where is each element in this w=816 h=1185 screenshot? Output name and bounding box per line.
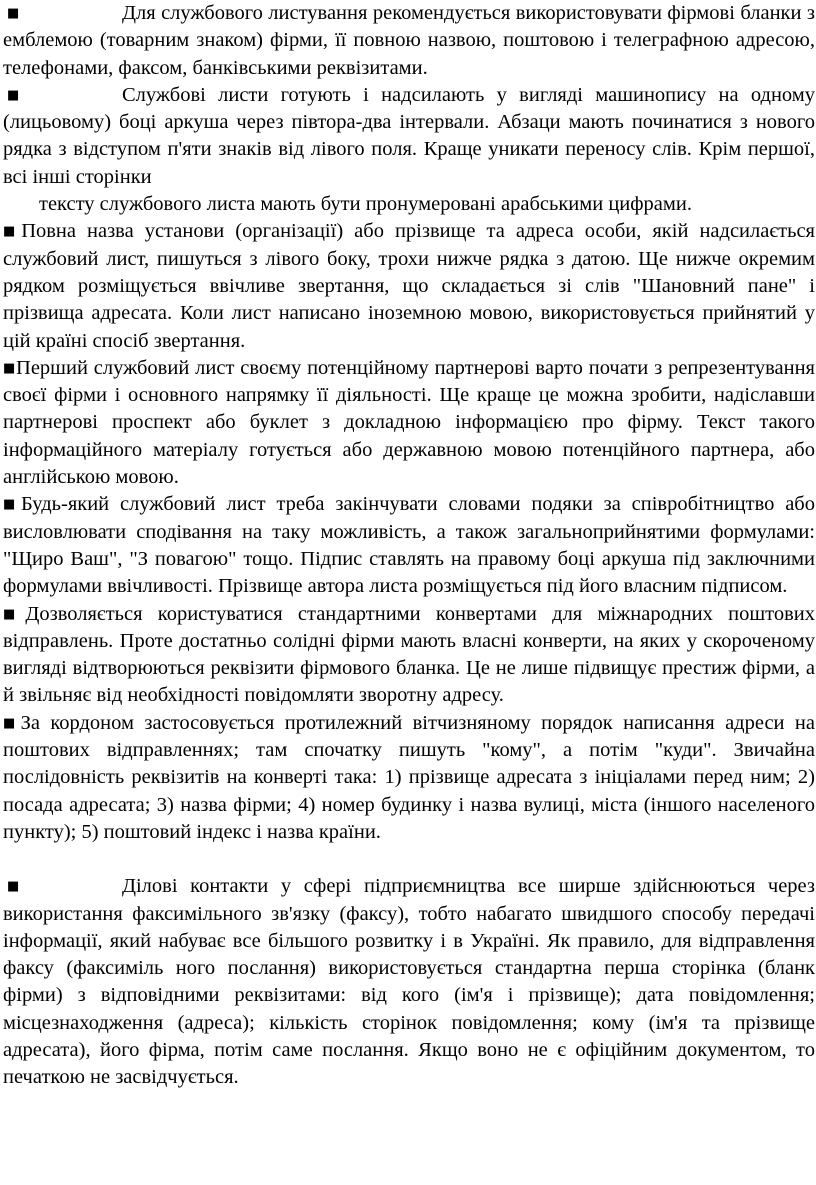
bullet-marker: ■ [3, 606, 26, 622]
paragraph-first-letter [3, 355, 815, 491]
paragraph-letterhead [3, 0, 815, 82]
bullet-marker: ■ [7, 87, 20, 103]
bullet-marker: ■ [3, 497, 21, 513]
bullet-marker: ■ [3, 224, 22, 240]
paragraph-text: За кордоном застосовується протилежний вітчизняному порядок написання адреси на поштових відправленнях; там спочатку пишуть "кому", а потім "куди". Звичайна послідовність реквізитів на конверті така: 1) прізвище адресата з ініціалами перед ним; 2) посада адресата; 3) назва фірми; 4) номер будинку і назва вулиці, міста (іншого населеного пункту); 5) поштовий індекс і назва країни. [3, 711, 815, 843]
bullet-marker: ■ [7, 6, 20, 21]
paragraph-text: Для службового листування рекомендується використовувати фірмові бланки з емблемою (товарним знаком) фірми, її повною назвою, поштовою і телеграфною адресою, телефонами, факсом, банківськими реквізитами. [3, 2, 815, 79]
bullet-marker: ■ [3, 360, 17, 376]
paragraph-text: Службові листи готують і надсилають у вигляді машинопису на одному (лицьовому) боці аркуша через півтора-два інтервали. Абзаци мають починатися з нового рядка з відступом п'яти знаків від лівого поля. Краще уникати переносу слів. Крім першої, всі інші сторінки [3, 83, 815, 188]
paragraph-text: Перший службовий лист своєму потенційному партнерові варто почати з репрезентування своєї фірми і основного напрямку її діяльності. Ще краще це можна зробити, надіславши партнерові проспект або буклет з докладною інформацією про фірму. Текст такого інформаційного матеріалу готується або державною мовою потенційного партнера, або англійською мовою. [3, 356, 815, 489]
paragraph-spacer [3, 846, 815, 873]
paragraph-typing-rules [3, 82, 815, 191]
paragraph-fax [3, 873, 815, 1091]
paragraph-text: Будь-який службовий лист треба закінчувати словами подяки за співробітництво або висловлювати сподівання на таку можливість, а також загальноприйнятими формулами: "Щиро Ваш", "З повагою" тощо. Підпис ставлять на правому боці аркуша під заключними формулами ввічливості. Прізвище автора листа розміщується під його власним підписом. [3, 493, 815, 598]
paragraph-address-order [3, 710, 815, 846]
paragraph-closing [3, 491, 815, 600]
bullet-marker: ■ [7, 879, 20, 895]
paragraph-continuation: тексту службового листа мають бути пронумеровані арабськими цифрами. [39, 193, 692, 216]
paragraph-envelopes [3, 601, 815, 710]
paragraph-text: Повна назва установи (організації) або прізвище та адреса особи, якій надсилається службовий лист, пишуться з лівого боку, трохи нижче рядка з датою. Ще нижче окремим рядком розміщується ввічливе звертання, що складається зі слів "Шановний пане" і прізвища адресата. Коли лист написано іноземною мовою, використовується прийнятий у цій країні спосіб звертання. [3, 220, 815, 352]
paragraph-text: Ділові контакти у сфері підприємництва все ширше здійснюються через використання факсимільного зв'язку (факсу), тобто набагато швидшого способу передачі інформації, який набуває все більшого розвитку і в Україні. Як правило, для відправлення факсу (факсиміль ного послання) використовується стандартна перша сторінка (бланк фірми) з відповідними реквізитами: від кого (ім'я і прізвище); дата повідомлення; місцезнаходження (адреса); кількість сторінок повідомлення; кому (ім'я та прізвище адресата), його фірма, потім саме послання. Якщо воно не є офіційним документом, то печаткою не засвідчується. [3, 875, 815, 1089]
paragraph-addressee [3, 218, 815, 354]
bullet-marker: ■ [3, 715, 21, 731]
paragraph-text: Дозволяється користуватися стандартними конвертами для міжнародних поштових відправлень. Проте достатньо солідні фірми мають власні конверти, на яких у скороченому вигляді відтворюються реквізити фірмового бланка. Це не лише підвищує престиж фірми, а й звільняє від необхідності повідомляти зворотну адресу. [3, 602, 815, 707]
